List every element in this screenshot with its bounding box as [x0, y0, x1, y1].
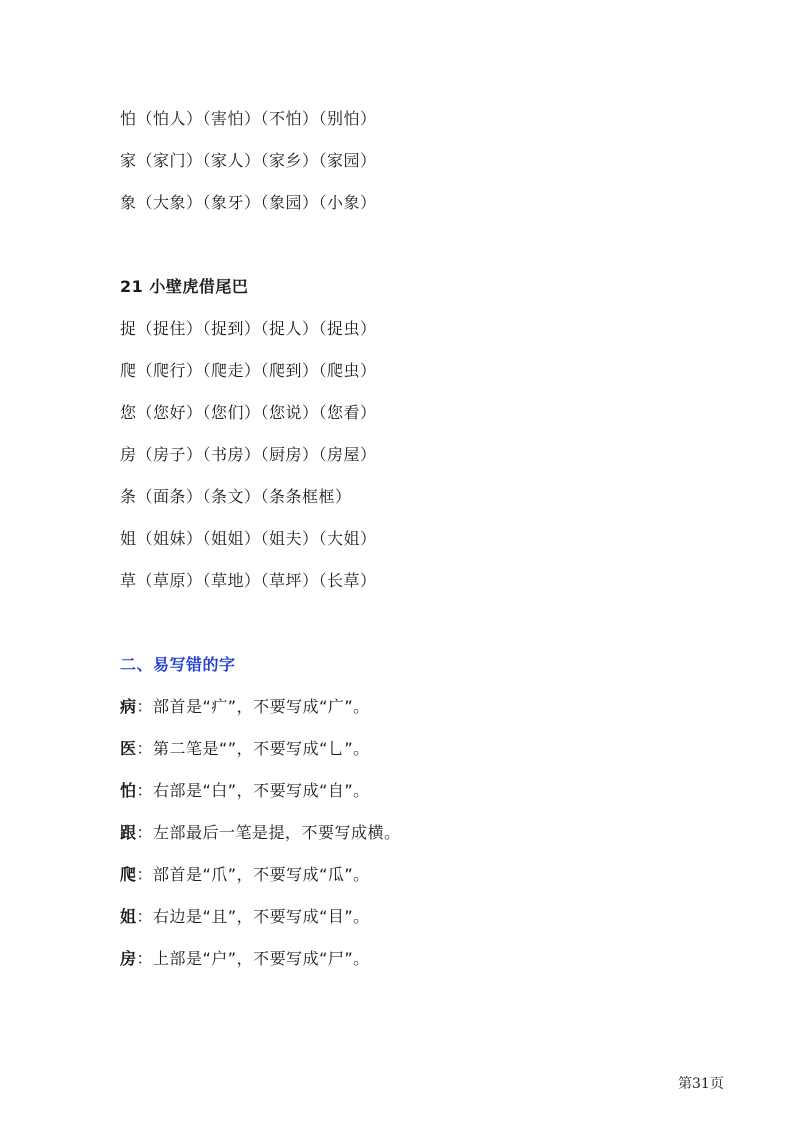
lesson-heading: 21 小壁虎借尾巴: [120, 277, 249, 296]
mistake-char: 病: [120, 697, 137, 716]
mistake-char: 医: [120, 739, 137, 758]
mistake-text: ：第二笔是“”，不要写成“乚”。: [136, 739, 370, 758]
mistake-text: ：上部是“户”，不要写成“尸”。: [136, 949, 370, 968]
word-line: 爬（爬行）（爬走）（爬到）（爬虫）: [120, 361, 377, 380]
word-line: 怕（怕人）（害怕）（不怕）（别怕）: [120, 109, 377, 128]
mistake-text: ：部首是“疒”，不要写成“广”。: [136, 697, 370, 716]
word-line: 您（您好）（您们）（您说）（您看）: [120, 403, 377, 422]
mistake-item: [120, 697, 370, 717]
mistake-char: 姐: [120, 907, 137, 926]
mistake-text: ：右边是“且”，不要写成“目”。: [136, 907, 370, 926]
mistake-text: ：部首是“爪”，不要写成“瓜”。: [136, 865, 370, 884]
word-line: 姐（姐妹）（姐姐）（姐夫）（大姐）: [120, 529, 377, 548]
word-line: 象（大象）（象牙）（象园）（小象）: [120, 193, 377, 212]
word-line: 家（家门）（家人）（家乡）（家园）: [120, 151, 377, 170]
mistake-item: [120, 781, 370, 801]
mistake-item: [120, 907, 370, 927]
word-line: 草（草原）（草地）（草坪）（长草）: [120, 571, 377, 590]
word-line: 捉（捉住）（捉到）（捉人）（捉虫）: [120, 319, 377, 338]
mistake-char: 爬: [120, 865, 137, 884]
word-line: 房（房子）（书房）（厨房）（房屋）: [120, 445, 377, 464]
mistake-item: [120, 823, 401, 843]
page-number: 第31页: [678, 1076, 724, 1092]
section-title: 二、易写错的字: [120, 655, 236, 674]
mistake-item: [120, 739, 370, 759]
mistake-text: ：左部最后一笔是提，不要写成横。: [136, 823, 401, 842]
word-line: 条（面条）（条文）（条条框框）: [120, 487, 352, 506]
mistake-item: [120, 865, 370, 885]
mistake-text: ：右部是“白”，不要写成“自”。: [136, 781, 370, 800]
mistake-item: [120, 949, 370, 969]
mistake-char: 怕: [120, 781, 137, 800]
mistake-char: 房: [120, 949, 137, 968]
mistake-char: 跟: [120, 823, 137, 842]
